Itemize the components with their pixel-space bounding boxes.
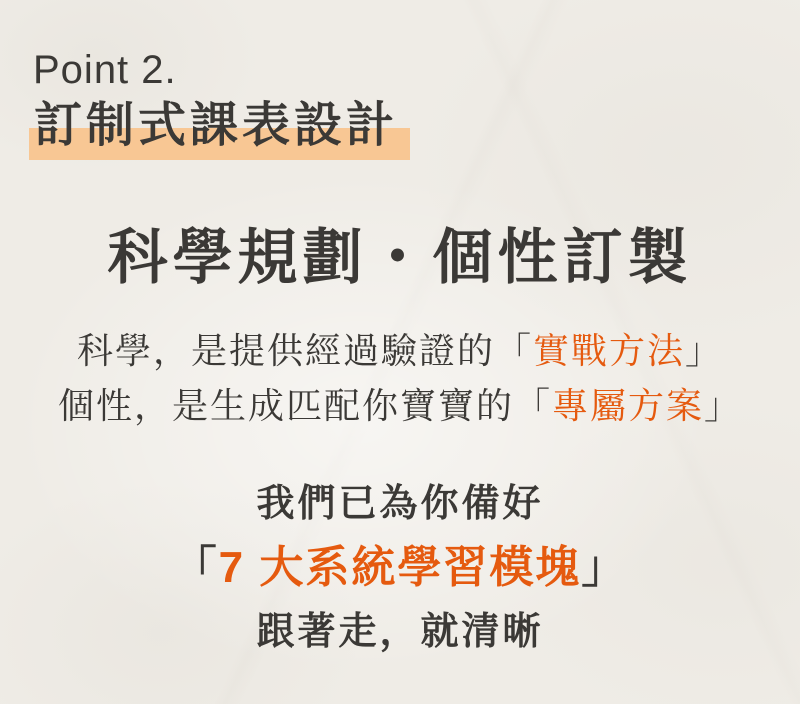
hero-headline: 科學規劃・個性訂製 (107, 224, 693, 291)
subtitle-1-lead: 科學，是提供經過驗證的 (76, 330, 495, 371)
subtitle-1-open-bracket: 「 (494, 330, 533, 371)
subtitle-2-accent-text: 專屬方案 (552, 385, 705, 426)
subtitle-1-close-bracket: 」 (685, 330, 724, 371)
subtitle-line-1 (0, 326, 800, 376)
cta-block (0, 472, 800, 664)
cta-open-bracket: 「 (172, 543, 219, 592)
subtitle-1-accent-text: 實戰方法 (533, 330, 686, 371)
page-title-highlight: 訂制式課表設計 (29, 98, 410, 160)
subtitle-2-close-bracket: 」 (704, 385, 743, 426)
page-title (29, 98, 410, 160)
subtitle-2-lead: 個性，是生成匹配你寶寶的 (57, 385, 514, 426)
subtitle-2-open-bracket: 「 (513, 385, 552, 426)
cta-line-1: 我們已為你備好 (256, 483, 544, 525)
cta-accent-text: 7 大系統學習模塊 (218, 543, 582, 592)
cta-close-bracket: 」 (581, 543, 628, 592)
subtitle-line-2 (0, 381, 800, 431)
cta-line-3: 跟著走，就清晰 (256, 611, 544, 653)
kicker-text: Point 2. (33, 48, 177, 92)
cta-line-2 (0, 536, 800, 600)
